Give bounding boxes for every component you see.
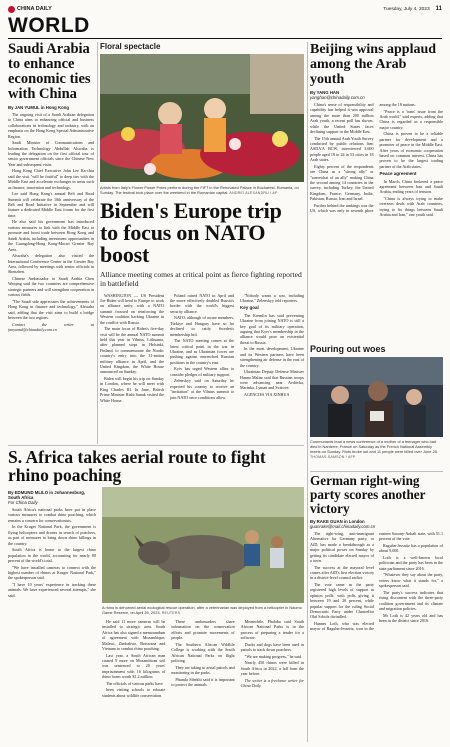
floral-photo-block bbox=[100, 42, 304, 196]
logo-icon bbox=[8, 6, 15, 13]
beijing-subhead: Peace agreement bbox=[379, 171, 417, 177]
paragraph: In the most development, Ukraine and its Western partners have been strengthening air defense in the east of the country. bbox=[240, 346, 304, 368]
beijing-body bbox=[310, 102, 443, 218]
pouring-photo-block bbox=[310, 344, 443, 460]
saudi-article bbox=[8, 42, 94, 442]
paragraph: Saudi Minister of Communications and Information Technology Abdullah Alswaha is leading the delegation on the first official tour of senior government officials since the Chinese New Year and subsequent visits. bbox=[8, 140, 94, 167]
safrica-body-cols bbox=[102, 619, 304, 698]
paragraph: China's sense of responsibility and capability has helped it win approval among the more than 200 million Arab youth, a recent poll has shown, while the United States faces declining support in the Middle East. bbox=[310, 102, 374, 135]
byline-name: By RAKE GUAN in London bbox=[310, 519, 365, 524]
paragraph: NATO, although of aware members, Türkiye and Hungary have so far declined to ratify Sweden's membership bid. bbox=[170, 315, 234, 337]
biden-dek: Alliance meeting comes at critical point as fierce fighting reported in battlefield bbox=[100, 270, 302, 288]
paragraph: Ducks and dogs have been used in patrols to track down poachers. bbox=[240, 641, 304, 653]
rhino-illustration bbox=[102, 487, 304, 603]
column-divider bbox=[307, 42, 308, 742]
paragraph: Mr Loth is 42 years old and has been in the district since 2016. bbox=[379, 612, 443, 624]
floral-kicker: Floral spectacle bbox=[100, 42, 161, 51]
paragraph: Further behind the rankings was the US, which was only in seventh place among the 18 nations. bbox=[310, 102, 416, 214]
paragraph: Ukrainian Deputy Defense Minister Hanna Maliar said that Russian troops were advancing near Avdiivka, Marinka, Lyman and Svatove. bbox=[240, 369, 304, 391]
paragraph: Kyiv has urged Western allies to consider pledges of military support. bbox=[170, 366, 234, 377]
paragraph: The officials of various parks have bbox=[106, 680, 163, 686]
german-byline bbox=[310, 519, 443, 529]
paragraph: "China is always trying to make overseas deals with Arab countries, trying to fix things between Saudi Arabia and Iran," one youth said. bbox=[379, 196, 443, 218]
safrica-headline: S. Africa takes aerial route to fight rhino poaching bbox=[8, 448, 266, 485]
paragraph: These ambassadors share information on the conservation efforts and promote movements of people. bbox=[171, 619, 235, 641]
safrica-article bbox=[8, 448, 304, 743]
paragraph: AGENCIES VIA XINHUA bbox=[244, 392, 290, 398]
paragraph: "The Saudi side appreciates the achievements of Hong Kong in finance and technology," Alswaha said, adding that the visit aims to build a bridge between the two regions. bbox=[8, 298, 94, 320]
paragraph: WASHINGTON — US President Joe Biden will head to Europe to work on alliance unity, with a NATO summit focused on reinforcing the Western coalition backing Ukraine in the conflict with Russia. bbox=[100, 292, 164, 325]
paragraph: "I have 10 years' experience in tracking these animals. We have experienced several attempts," she said. bbox=[8, 582, 96, 598]
section-divider bbox=[8, 445, 304, 446]
paragraph: The success at the mayoral level comes after AfD's first election victory in a district-level council earlier. bbox=[310, 564, 374, 581]
beijing-headline: Beijing wins applaud among the Arab youth bbox=[310, 42, 437, 87]
paragraph: In the Kruger National Park, the government is flying helicopters and drones in search of poachers, as part of measures to bring down rhino killings in the country. bbox=[8, 524, 96, 546]
column-divider bbox=[97, 42, 98, 444]
biden-headline: Biden's Europe trip to focus on NATO boost bbox=[100, 200, 282, 267]
paragraph: Hong Kong Chief Executive John Lee Ka-chiu said the visit "will be fruitful" to deep ties with the Middle East and accelerate exchanges in areas such as finance, innovation and technology. bbox=[8, 168, 94, 190]
safrica-first-column bbox=[8, 487, 96, 698]
paragraph: Last year, a South African man caused 9 more on Mozambican soil was sentenced to 20 years' imprisonment with 16 kilograms of rhino horns worth $1.2 million. bbox=[102, 652, 166, 680]
writer-note: The writer is a freelance writer for China Daily. bbox=[240, 677, 304, 689]
paragraph: Zelenskyy said on Saturday he expected his country to receive an "invitation" at the Vilnius summit to join NATO once conditions allow. bbox=[170, 378, 234, 400]
safrica-columns bbox=[8, 487, 304, 698]
rhino-caption bbox=[102, 605, 304, 616]
masthead-rule bbox=[8, 38, 442, 39]
section-title: WORLD bbox=[8, 14, 90, 37]
rhino-photo bbox=[102, 487, 304, 603]
caption-text: A rhino is dehorned aerial ecological rescue operation, after a veterinarian was deployed from a helicopter in Ndumo Game Reserve, on April 26, 2023. bbox=[102, 605, 302, 615]
biden-article bbox=[100, 200, 304, 445]
paragraph: The main focus of Biden's five-day visit will be the annual NATO summit held this year in Vilnius, Lithuania, after planned stops in Helsinki, Finland, to commemorate the Nordic country's entry into the 31-nation military alliance in April, and the United Kingdom, the White House announced on Sunday. bbox=[100, 326, 164, 375]
logo-text: CHINA DAILY bbox=[17, 6, 52, 12]
biden-subhead: Key goal bbox=[240, 305, 259, 311]
german-article bbox=[310, 474, 443, 742]
paragraph: The Kremlin has said preventing Ukraine from joining NATO is still a key goal of its military operation, arguing that Kyiv's membership in the alliance would pose an existential threat to Russia. bbox=[240, 312, 304, 345]
biden-body bbox=[100, 293, 304, 404]
paragraph: The ongoing visit of a Saudi Arabian delegation to China aims to enhancing official and business collaborations in technology and industry, with an emphasis on the Hong Kong Special Administrative Region. bbox=[8, 112, 94, 139]
paragraph: Biden will begin his trip on Sunday in London, where he will meet with King Charles III. In June, British Prime Minister Rishi Sunak visited the White House. bbox=[100, 376, 164, 403]
paragraph: "Peace is a 'trans' issue from the Arab world," said experts, adding that China is regarded as a responsible major country. bbox=[379, 108, 443, 130]
paragraph: Hannes Loth, who was elected mayor of Raguhn-Jessnitz, won in the eastern Saxony-Anhalt state, with 51.1 percent of the vote. bbox=[310, 531, 443, 632]
contact-line: Contact the writer at janyumul@chinadaily.com.cn bbox=[8, 321, 94, 332]
paragraph: "Nobody wants a war, including Ukraine," Zelenskyy told reporters. bbox=[240, 292, 304, 303]
floral-illustration bbox=[100, 54, 304, 182]
issue-date: Tuesday, July 4, 2023 bbox=[383, 6, 430, 12]
paragraph: Eighty percent of the respondents see China as a "strong ally" or "somewhat of an ally" making China the second among 14 countries in the survey, including Turkey, the United Kingdom, France, Germany, India, Pakistan, Russia, Iran and Israel. bbox=[310, 163, 374, 202]
byline-name: By YANG HAN bbox=[310, 90, 340, 95]
pouring-illustration bbox=[310, 357, 443, 437]
paragraph: Nearly 450 rhinos were killed in South Africa in 2022, a fall from the year before. bbox=[240, 660, 304, 677]
caption-text: Communards lead a news conference of a mother of a teenager who had died in Nanterre, France on Saturday as the French National Assembly meets on Sunday. Riots broke out and 11 people were killed over June 28. bbox=[310, 439, 438, 454]
paragraph: China is proven to be a reliable partner for development and a promoter of peace in the Middle East. After years of economic cooperation based on common interest, China has proven to be the largest trading partner of the Arab states. bbox=[379, 131, 443, 169]
pouring-caption bbox=[310, 439, 443, 460]
saudi-headline: Saudi Arabia to enhance economic ties with China bbox=[8, 42, 91, 102]
photo-credit: THOMAS SAMSON / AFP bbox=[310, 455, 356, 459]
saudi-body bbox=[8, 112, 94, 334]
paragraph: The Southern African Wildlife College is working with the South African National Parks on flight policing. bbox=[171, 641, 235, 664]
beijing-byline bbox=[310, 90, 443, 100]
paragraph: Poland raised NATO in April and the move effectively doubled Russia's border with the world's biggest security alliance. bbox=[170, 292, 234, 314]
paragraph: South Africa's national parks have put in place various measures to combat rhino poaching, which remains a concern for conservationists. bbox=[8, 507, 96, 523]
paragraph: Chinese Ambassador to Saudi Arabia Chen Weiqing said the two countries are comprehensive strategic partners and will strengthen cooperation in various fields. bbox=[8, 275, 94, 298]
paragraph: Meanwhile, Phalaba said South African National Parks is in the process of preparing a tender for a software. bbox=[240, 619, 304, 641]
byline-note: For China Daily bbox=[8, 500, 38, 505]
paragraph: The NATO meeting comes at the latest critical point in the war in Ukraine, and as Ukrainian forces are pushing against entrenched Russian positions in the country's east. bbox=[170, 338, 234, 365]
paragraph: The vote came as the party registered high levels of support in opinion polls, with polls giving it between 19 and 20 percent, while popular support for the ruling Social Democratic Party under Chancellor Olaf Scholz dwindled. bbox=[310, 582, 374, 620]
section-divider bbox=[310, 471, 443, 472]
paragraph: Lee said Hong Kong's annual Belt and Road Summit will celebrate the 10th anniversary of the Belt and Road Initiative in September and will feature a dedicated Middle East forum for the first time. bbox=[8, 191, 94, 218]
page-number: 11 bbox=[435, 6, 442, 12]
paragraph: "Whatever they say about the party, voters know what it stands for," a spokesperson said. bbox=[379, 572, 443, 589]
byline-name: By EDMUND MLILO in Johannesburg, South Africa bbox=[8, 490, 86, 500]
paragraph: Raguhn-Jessnitz has a population of about 9,000. bbox=[379, 543, 443, 554]
paragraph: He said 11 more cameras will be installed to strategic area. South Africa has also signed a memorandum of agreement with Mozambique, Malawi, Zimbabwe, Botswana and Vietnam to combat rhino poaching. bbox=[102, 619, 166, 652]
floral-caption bbox=[100, 185, 304, 196]
paragraph: He also said his government has introduced various measures to link with the Middle East to promote and boost trade between Hong Kong and Saudi Arabia, including investment opportunities in the Guangdong-Hong Kong-Macao Greater Bay Area. bbox=[8, 219, 94, 252]
china-daily-logo bbox=[8, 6, 52, 13]
safrica-byline bbox=[8, 490, 96, 505]
photo-credit: ANDREI ALEXANDRU / AP bbox=[229, 191, 278, 195]
paragraph: "We are making progress," he said. bbox=[244, 653, 303, 659]
paragraph: The 15th annual Arab Youth Survey conducted by public relations firm ASDA'A BCW, interviewed 3,600 people aged 18 to 24 in 53 cities in 18 Arab states. bbox=[310, 135, 374, 163]
pouring-photo bbox=[310, 357, 443, 437]
byline-email: guanrake@mail.chinadaily.com.cn bbox=[310, 524, 376, 529]
pouring-kicker: Pouring out woes bbox=[310, 344, 386, 354]
masthead-bar bbox=[8, 4, 442, 14]
floral-photo bbox=[100, 54, 304, 182]
photo-credit: REUTERS bbox=[161, 611, 181, 615]
paragraph: Alswaha's delegation also visited the International Conference Center in the Greater Bay Area, followed by meetings with senior officials in Shenzhen. bbox=[8, 253, 94, 275]
byline-email: yanghan@chinadaily.com.cn bbox=[310, 95, 365, 100]
caption-text: Artists from Italy's Flower Power Potes perform during the FiFT in the Renovated Palace in Bucharest, Romania, on Sunday. The festival took place over the weekend in the Romanian capital. bbox=[100, 185, 299, 195]
paragraph: Phumla Sibekhi said it is important to protect the animals. bbox=[171, 676, 235, 688]
saudi-byline: By JAN YUMUL in Hong Kong bbox=[8, 105, 69, 110]
german-body bbox=[310, 531, 443, 632]
paragraph: The party's success indicates that rising discontent with the three-party coalition government and its climate and migration policies. bbox=[379, 589, 443, 612]
paragraph: "We have installed cameras to connect with the highest number of rhinos at Kruger National Park," the spokesperson said. bbox=[8, 564, 96, 581]
paragraph: been visiting schools to educate students about wildlife conservation. bbox=[102, 687, 166, 698]
safrica-photo-and-columns bbox=[102, 487, 304, 698]
paragraph: Loth is a well-known local politician and the party has been in the state parliament since 2016. bbox=[379, 555, 443, 571]
paragraph: The right-wing, anti-immigrant Alternative for Germany party, or AfD, has made a breakthrough as a major political power on Sunday by getting its candidate elected mayor of a town. bbox=[310, 531, 374, 564]
safrica-body-col1 bbox=[8, 507, 96, 599]
paragraph: In March, China brokered a peace agreement between Iran and Saudi Arabia, ending years of tension. bbox=[379, 178, 443, 195]
beijing-article bbox=[310, 42, 443, 342]
paragraph: South Africa is home to the largest rhino population in the world, accounting for nearly 80 percent of the world's total. bbox=[8, 547, 96, 564]
paragraph: They are taking to aerial patrols and monitoring in the parks. bbox=[171, 664, 235, 676]
german-headline: German right-wing party scores another victory bbox=[310, 474, 426, 516]
